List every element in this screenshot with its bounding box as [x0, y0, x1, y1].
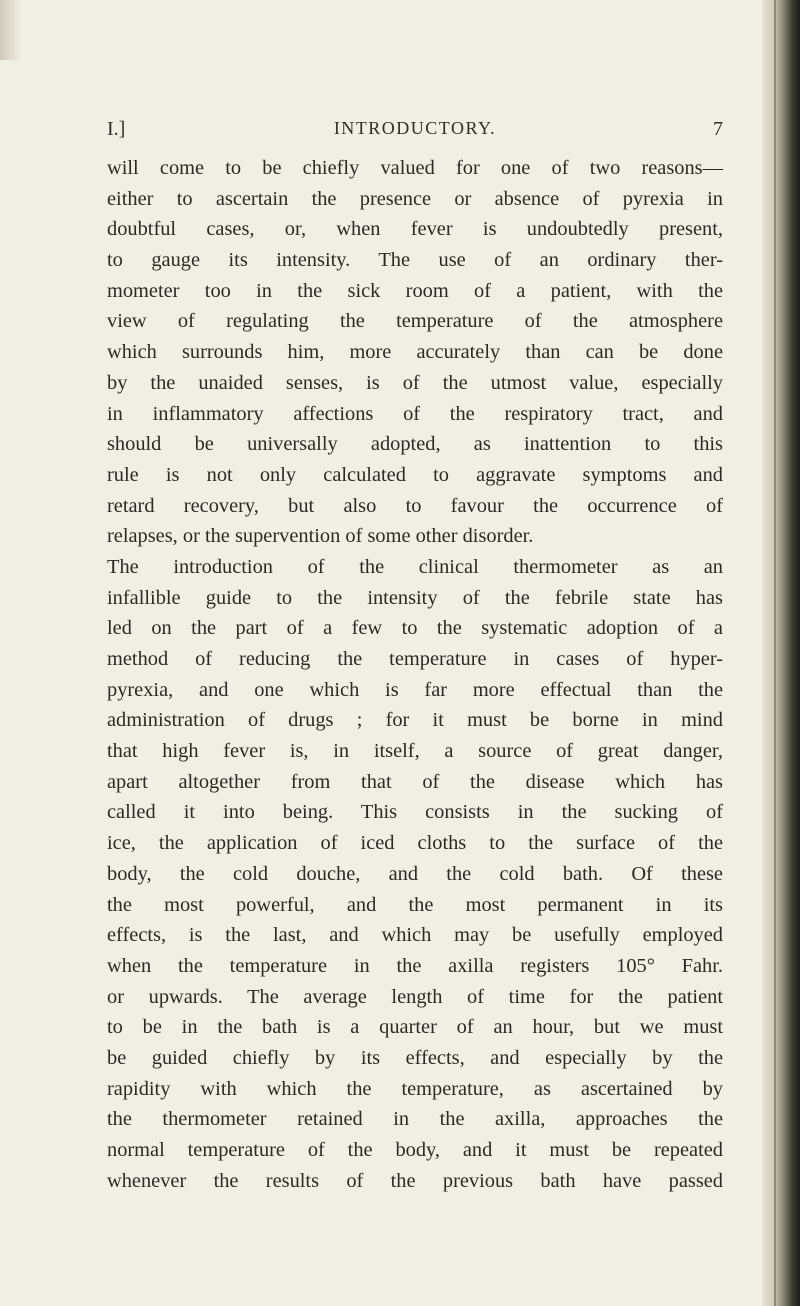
text-line: should be universally adopted, as inattention to this [107, 433, 723, 456]
text-line: infallible guide to the intensity of the febrile state has [107, 586, 723, 609]
text-line: to be in the bath is a quarter of an hour, but we must [107, 1016, 723, 1039]
text-line: will come to be chiefly valued for one of two reasons— [107, 157, 723, 179]
text-line: apart altogether from that of the disease which has [107, 770, 723, 793]
text-line: mometer too in the sick room of a patient, with the [107, 279, 723, 302]
text-line: or upwards. The average length of time for the patient [107, 985, 723, 1008]
text-line: rule is not only calculated to aggravate symptoms and [107, 463, 723, 486]
text-line: body, the cold douche, and the cold bath. Of these [107, 862, 723, 885]
page-number: 7 [713, 118, 723, 140]
text-line: view of regulating the temperature of the atmosphere [107, 310, 723, 333]
text-line: whenever the results of the previous bath have passed [107, 1169, 723, 1192]
running-title: INTRODUCTORY. [333, 118, 497, 138]
text-line: either to ascertain the presence or absence of pyrexia in [107, 187, 723, 210]
text-line: rapidity with which the temperature, as ascertained by [107, 1077, 723, 1100]
text-line: method of reducing the temperature in cases of hyper- [107, 648, 723, 670]
text-line: when the temperature in the axilla registers 105° Fahr. [107, 954, 723, 977]
text-line: the most powerful, and the most permanent in its [107, 893, 723, 916]
text-line: in inflammatory affections of the respiratory tract, and [107, 402, 723, 425]
page-header [107, 118, 723, 146]
text-line: be guided chiefly by its effects, and especially by the [107, 1046, 723, 1069]
text-line: administration of drugs ; for it must be borne in mind [107, 709, 723, 732]
book-spine-edge [762, 0, 800, 1306]
text-line: pyrexia, and one which is far more effectual than the [107, 678, 723, 701]
text-line: The introduction of the clinical thermometer as an [107, 555, 723, 578]
spine-fold-line [774, 0, 776, 1306]
text-line: by the unaided senses, is of the utmost value, especially [107, 371, 723, 394]
text-line: effects, is the last, and which may be usefully employed [107, 924, 723, 947]
text-line: the thermometer retained in the axilla, approaches the [107, 1108, 723, 1131]
text-line: which surrounds him, more accurately than can be done [107, 341, 723, 364]
text-line: normal temperature of the body, and it must be repeated [107, 1139, 723, 1161]
text-line: led on the part of a few to the systematic adoption of a [107, 617, 723, 640]
text-line: ice, the application of iced cloths to the surface of the [107, 832, 723, 855]
text-line: relapses, or the supervention of some other disorder. [107, 525, 534, 548]
text-line: retard recovery, but also to favour the occurrence of [107, 494, 723, 517]
page-corner-shadow [0, 0, 22, 60]
text-line: that high fever is, in itself, a source of great danger, [107, 740, 723, 763]
text-line: doubtful cases, or, when fever is undoubtedly present, [107, 218, 723, 241]
chapter-number: I.] [107, 118, 126, 140]
body-paragraph [107, 153, 723, 1196]
text-line: to gauge its intensity. The use of an ordinary ther- [107, 249, 723, 272]
text-line: called it into being. This consists in the sucking of [107, 801, 723, 824]
